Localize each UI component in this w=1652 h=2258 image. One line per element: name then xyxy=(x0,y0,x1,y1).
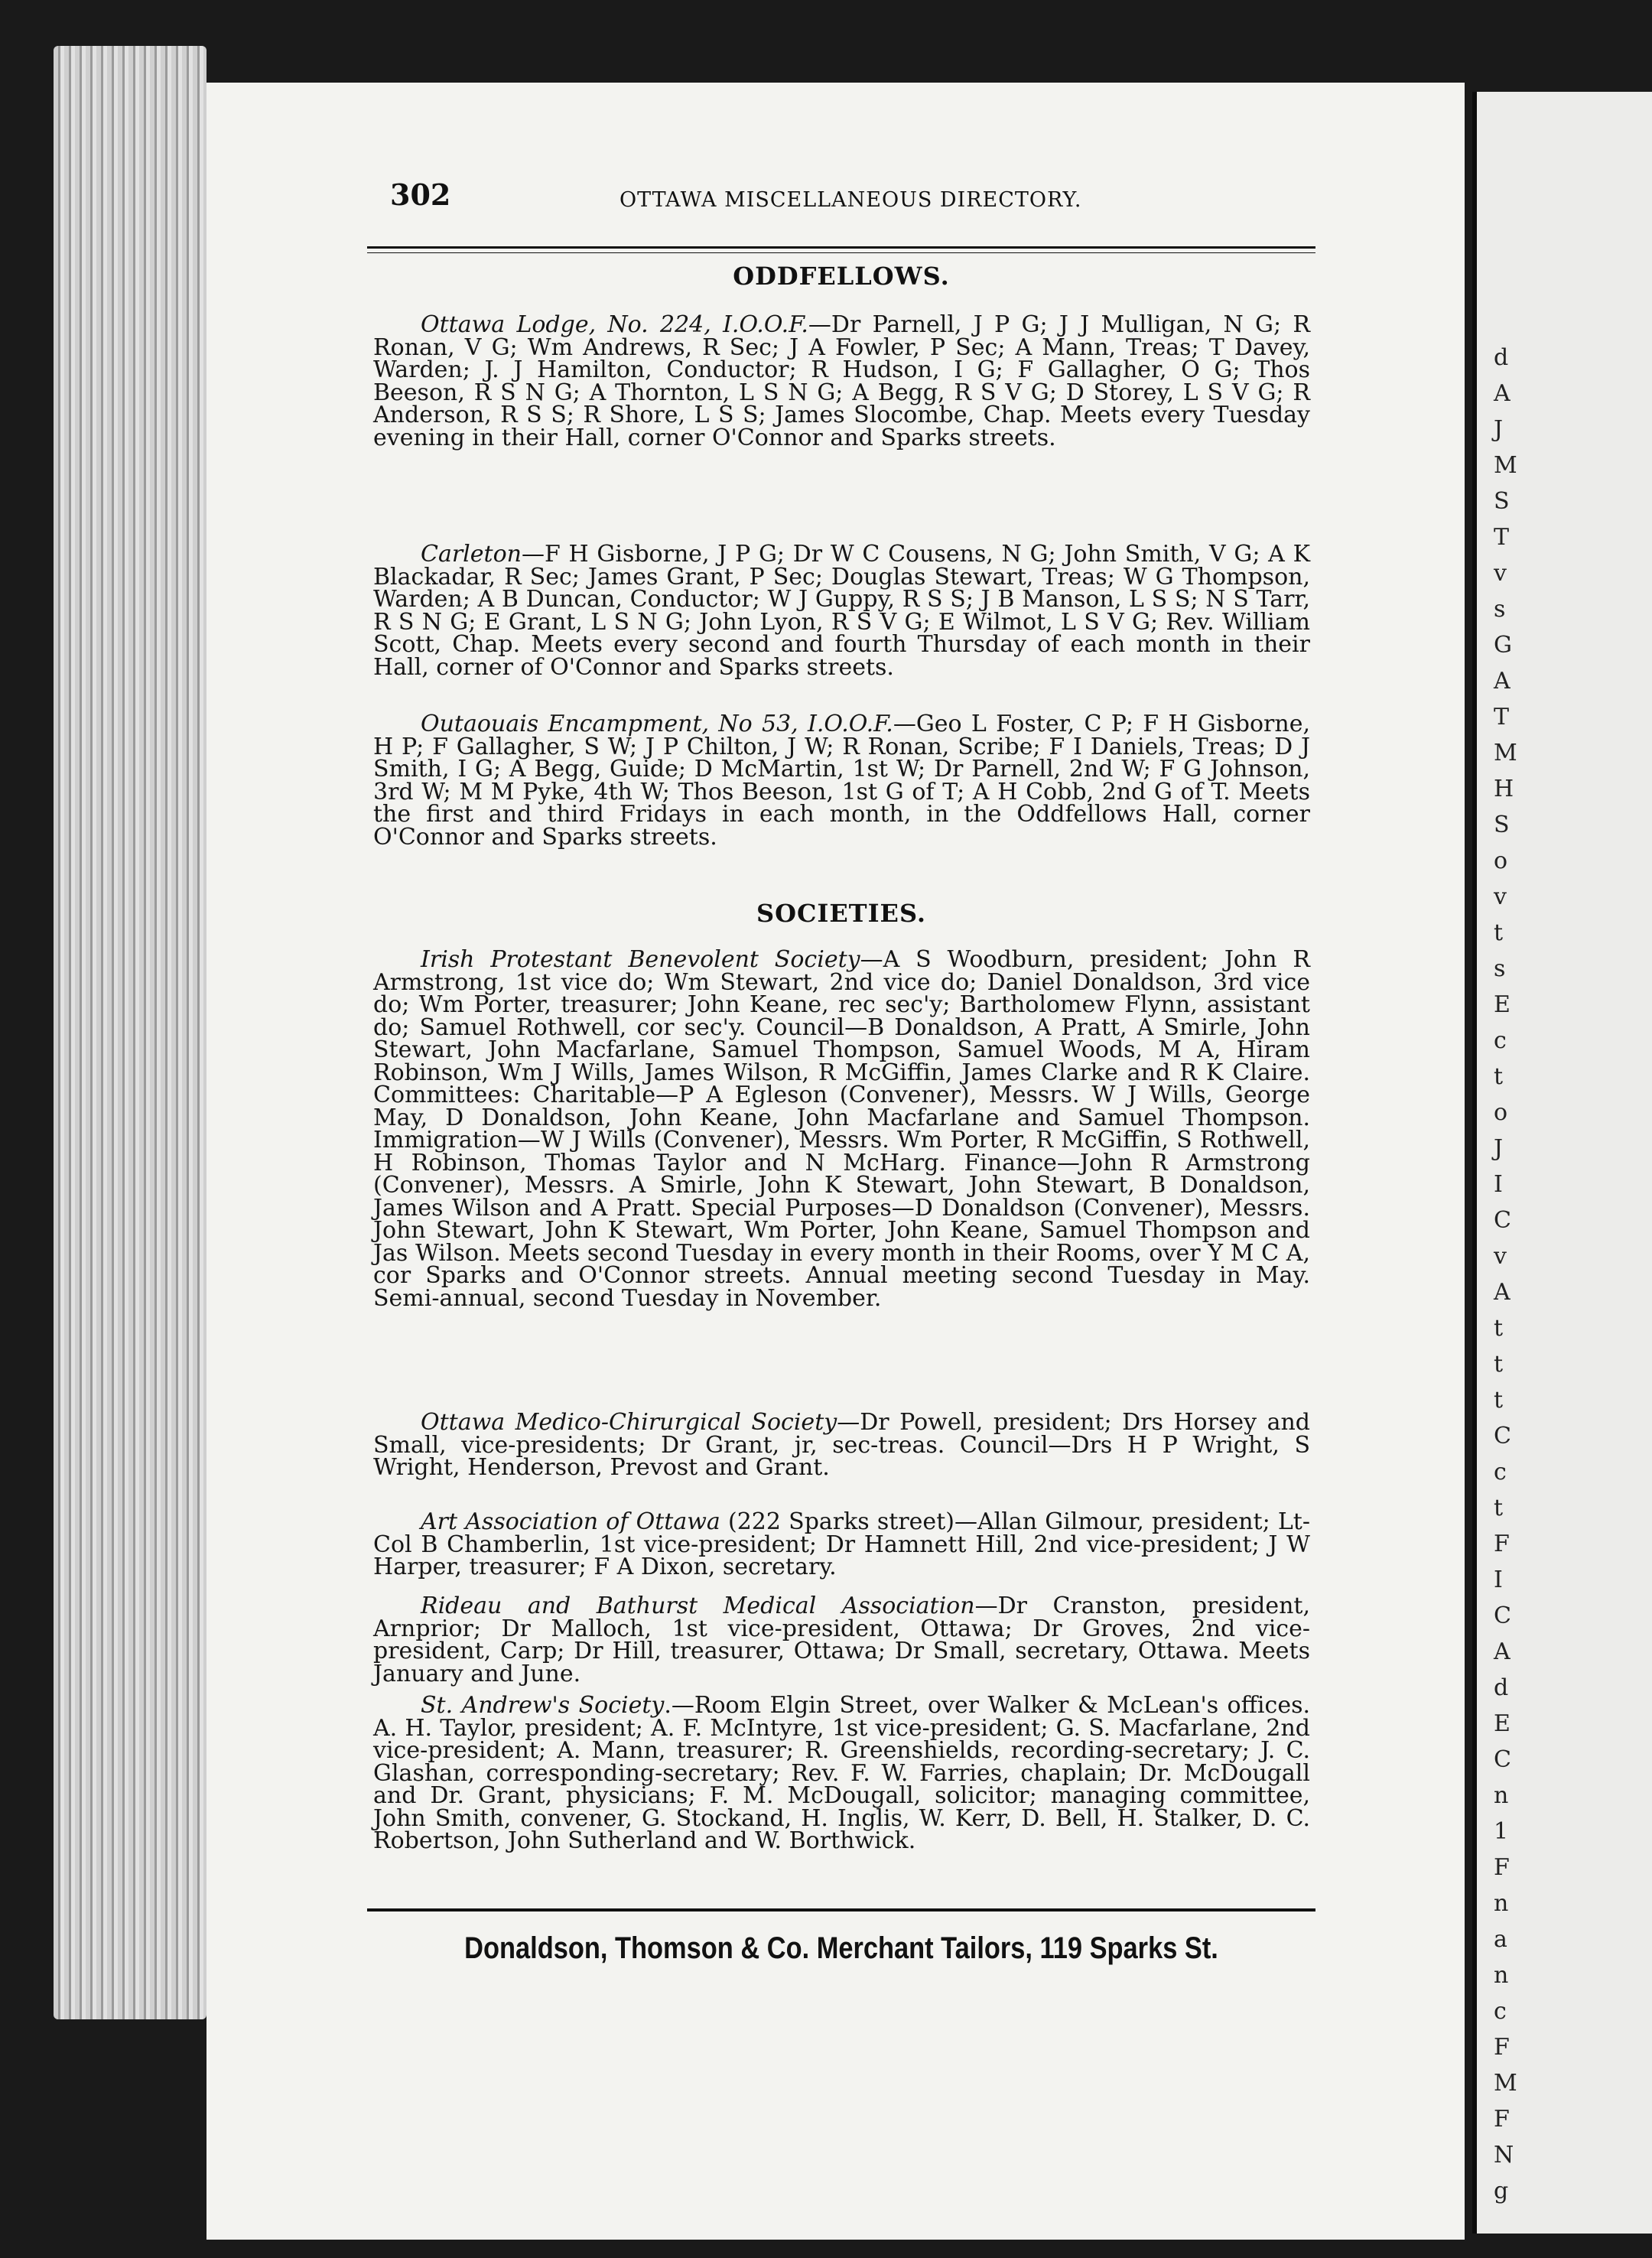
adjacent-page-fragment: o xyxy=(1494,848,1508,874)
adjacent-page-fragment: t xyxy=(1494,1315,1504,1342)
adjacent-page-fragment: o xyxy=(1494,1099,1508,1126)
adjacent-page-fragment: C xyxy=(1494,1207,1511,1234)
adjacent-page-fragment: 1 xyxy=(1494,1818,1509,1845)
entry-name: St. Andrew's Society xyxy=(421,1692,665,1719)
adjacent-page-fragment: A xyxy=(1494,1279,1511,1306)
adjacent-page-fragment: F xyxy=(1494,2106,1510,2133)
entry-name: Ottawa Medico-Chirurgical Society xyxy=(421,1409,837,1436)
entry-outaouais-encampment xyxy=(373,711,1310,851)
entry-text: —Geo L Foster, C P; F H Gisborne, H P; F Gallagher, S W; J P Chilton, J W; R Ronan, Scribe; F I Daniels, Treas; D J Smith, I G; A Begg, Guide; D McMartin, 1st W; Dr Parnell, 2nd W; F G Johnson, 3rd W; M M Pyke, 4th W; Thos Beeson, 1st G of T; A H Cobb, 2nd G of T. Meets the first and third Fridays in each month, in the Oddfellows Hall, corner O'Connor and Sparks streets. xyxy=(373,711,1310,851)
entry-text: —Dr Cranston, president, Arnprior; Dr Malloch, 1st vice-president, Ottawa; Dr Groves, 2nd vice-president, Carp; Dr Hill, treasurer, Ottawa; Dr Small, secretary, Ottawa. Meets January and June. xyxy=(373,1593,1311,1687)
adjacent-page-fragment: t xyxy=(1494,1063,1504,1090)
adjacent-page-fragment: E xyxy=(1494,991,1511,1018)
adjacent-page-fragment: t xyxy=(1494,1351,1504,1378)
entry-art-association xyxy=(373,1508,1310,1580)
adjacent-page-fragment: J xyxy=(1494,416,1504,443)
adjacent-page-fragment: C xyxy=(1494,1423,1511,1449)
adjacent-page-fragment: c xyxy=(1494,1459,1507,1485)
entry-medico-chirurgical-society xyxy=(373,1411,1310,1479)
adjacent-page-fragment: c xyxy=(1494,1027,1507,1054)
adjacent-page-fragment: A xyxy=(1494,668,1511,695)
adjacent-page-fragment: M xyxy=(1494,452,1517,479)
header-rule-thin xyxy=(367,252,1315,253)
running-title: OTTAWA MISCELLANEOUS DIRECTORY. xyxy=(620,188,1082,212)
adjacent-page-fragment: s xyxy=(1494,955,1506,982)
adjacent-page-fragment: C xyxy=(1494,1602,1511,1629)
adjacent-page-fragment: n xyxy=(1494,1782,1509,1809)
adjacent-page-fragment: a xyxy=(1494,1926,1507,1953)
book-page-edges xyxy=(54,46,206,2019)
adjacent-page-fragment: S xyxy=(1494,812,1510,838)
entry-irish-protestant-benevolent-society xyxy=(373,948,1310,1310)
adjacent-page-fragment: T xyxy=(1494,524,1510,551)
advertisement: Donaldson, Thomson & Co. Merchant Tailors, 119 Sparks St. xyxy=(464,1931,1218,1965)
adjacent-page-fragment: M xyxy=(1494,740,1517,766)
entry-name: Irish Protestant Benevolent Society xyxy=(421,946,860,973)
footer-rule xyxy=(367,1908,1315,1911)
entry-ottawa-lodge xyxy=(373,311,1310,451)
entry-text: (222 Sparks street)—Allan Gilmour, president; Lt-Col B Chamberlin, 1st vice-president; Dr Hamnett Hill, 2nd vice-president; J W Harper, treasurer; F A Dixon, secretary. xyxy=(373,1508,1310,1580)
adjacent-page-fragment: s xyxy=(1494,596,1506,623)
adjacent-page-fragment: n xyxy=(1494,1962,1509,1989)
adjacent-page-fragment: E xyxy=(1494,1710,1511,1737)
adjacent-page-fragment: g xyxy=(1494,2178,1509,2204)
adjacent-page-fragment: n xyxy=(1494,1890,1509,1917)
adjacent-page-fragment: c xyxy=(1494,1998,1507,2025)
adjacent-page-fragment: t xyxy=(1494,1495,1504,1521)
entry-text: —Dr Powell, president; Drs Horsey and Small, vice-presidents; Dr Grant, jr, sec-treas. Council—Drs H P Wright, S Wright, Henderson, Prevost and Grant. xyxy=(373,1409,1310,1481)
adjacent-page-fragment: v xyxy=(1494,560,1507,587)
entry-text: —A S Woodburn, president; John R Armstrong, 1st vice do; Wm Stewart, 2nd vice do; Daniel Donaldson, 3rd vice do; Wm Porter, treasurer; John Keane, rec sec'y; Bartholomew Flynn, assistant do; Samuel Rothwell, cor sec'y. Council—B Donaldson, A Pratt, A Smirle, John Stewart, John Macfarlane, Samuel Thompson, Samuel Woods, M A, Hiram Robinson, Wm J Wills, James Wilson, R McGiffin, James Clarke and R K Claire. Committees: Charitable—P A Egleson (Convener), Messrs. W J Wills, George May, D Donaldson, John Keane, John Macfarlane and Samuel Thompson. Immigration—W J Wills (Convener), Messrs. Wm Porter, R McGiffin, S Rothwell, H Robinson, Thomas Taylor and N McHarg. Finance—John R Armstrong (Convener), Messrs. A Smirle, John K Stewart, John Stewart, B Donaldson, James Wilson and A Pratt. Special Purposes—D Donaldson (Convener), Messrs. John Stewart, John K Stewart, Wm Porter, John Keane, Samuel Thompson and Jas Wilson. Meets second Tuesday in every month in their Rooms, over Y M C A, cor Sparks and O'Connor streets. Annual meeting second Tuesday in May. Semi-annual, second Tuesday in November. xyxy=(373,946,1310,1312)
adjacent-page-fragment: T xyxy=(1494,704,1510,730)
adjacent-page-fragment: d xyxy=(1494,344,1509,371)
adjacent-page-fragment: t xyxy=(1494,919,1504,946)
adjacent-page-fragment: C xyxy=(1494,1746,1511,1773)
adjacent-page-fragment: M xyxy=(1494,2070,1517,2097)
entry-name: Outaouais Encampment, No 53, I.O.O.F. xyxy=(421,711,893,737)
adjacent-page-fragment: A xyxy=(1494,1638,1511,1665)
entry-name: Rideau and Bathurst Medical Association xyxy=(421,1593,975,1619)
entry-rideau-bathurst-medical-association xyxy=(373,1595,1310,1685)
section-title-oddfellows: ODDFELLOWS. xyxy=(733,262,950,291)
adjacent-page-fragment: F xyxy=(1494,1531,1510,1557)
adjacent-page-fragment: J xyxy=(1494,1135,1504,1162)
header-rule xyxy=(367,246,1315,249)
adjacent-page xyxy=(1472,92,1652,2234)
page-number: 302 xyxy=(390,177,451,212)
section-title-societies: SOCIETIES. xyxy=(756,899,927,928)
entry-name: Carleton xyxy=(421,541,522,568)
adjacent-page-fragment: d xyxy=(1494,1674,1509,1701)
adjacent-page-fragment: F xyxy=(1494,2034,1510,2061)
entry-text: .—Room Elgin Street, over Walker & McLean's offices. A. H. Taylor, president; A. F. McIntyre, 1st vice-president; G. S. Macfarlane, 2nd vice-president; A. Mann, treasurer; R. Greenshields, recording-secretary; J. C. Glashan, corresponding-secretary; Rev. F. W. Farries, chaplain; Dr. McDougall and Dr. Grant, physicians; F. M. McDougall, solicitor; managing committee, John Smith, convener, G. Stockand, H. Inglis, W. Kerr, D. Bell, H. Stalker, D. C. Robertson, John Sutherland and W. Borthwick. xyxy=(373,1692,1310,1854)
adjacent-page-fragment: S xyxy=(1494,488,1510,515)
running-head xyxy=(390,177,1331,223)
entry-name: Ottawa Lodge, No. 224, I.O.O.F. xyxy=(421,311,808,338)
entry-text: —F H Gisborne, J P G; Dr W C Cousens, N G; John Smith, V G; A K Blackadar, R Sec; James Grant, P Sec; Douglas Stewart, Treas; W G Thompson, Warden; A B Duncan, Conductor; W J Guppy, R S S; J B Manson, L S S; N S Tarr, R S N G; E Grant, L S N G; John Lyon, R S V G; E Wilmot, L S V G; Rev. William Scott, Chap. Meets every second and fourth Thursday of each month in their Hall, corner of O'Connor and Sparks streets. xyxy=(373,541,1310,681)
adjacent-page-fragment: t xyxy=(1494,1387,1504,1414)
adjacent-page-fragment: G xyxy=(1494,632,1512,659)
entry-st-andrews-society xyxy=(373,1694,1310,1853)
adjacent-page-fragment: v xyxy=(1494,1243,1507,1270)
entry-text: —Dr Parnell, J P G; J J Mulligan, N G; R Ronan, V G; Wm Andrews, R Sec; J A Fowler, P Sec; A Mann, Treas; T Davey, Warden; J. J Hamilton, Conductor; R Hudson, I G; F Gallagher, O G; Thos Beeson, R S N G; A Thornton, L S N G; A Begg, R S V G; D Storey, L S V G; R Anderson, R S S; R Shore, L S S; James Slocombe, Chap. Meets every Tuesday evening in their Hall, corner O'Connor and Sparks streets. xyxy=(373,311,1310,451)
adjacent-page-fragment: N xyxy=(1494,2142,1514,2169)
entry-carleton xyxy=(373,541,1310,681)
entry-name: Art Association of Ottawa xyxy=(421,1508,720,1535)
adjacent-page-fragment: A xyxy=(1494,380,1511,407)
adjacent-page-fragment: F xyxy=(1494,1854,1510,1881)
adjacent-page-fragment: v xyxy=(1494,883,1507,910)
adjacent-page-fragment: I xyxy=(1494,1171,1503,1198)
adjacent-page-fragment: H xyxy=(1494,776,1514,802)
adjacent-page-fragment: I xyxy=(1494,1567,1503,1593)
